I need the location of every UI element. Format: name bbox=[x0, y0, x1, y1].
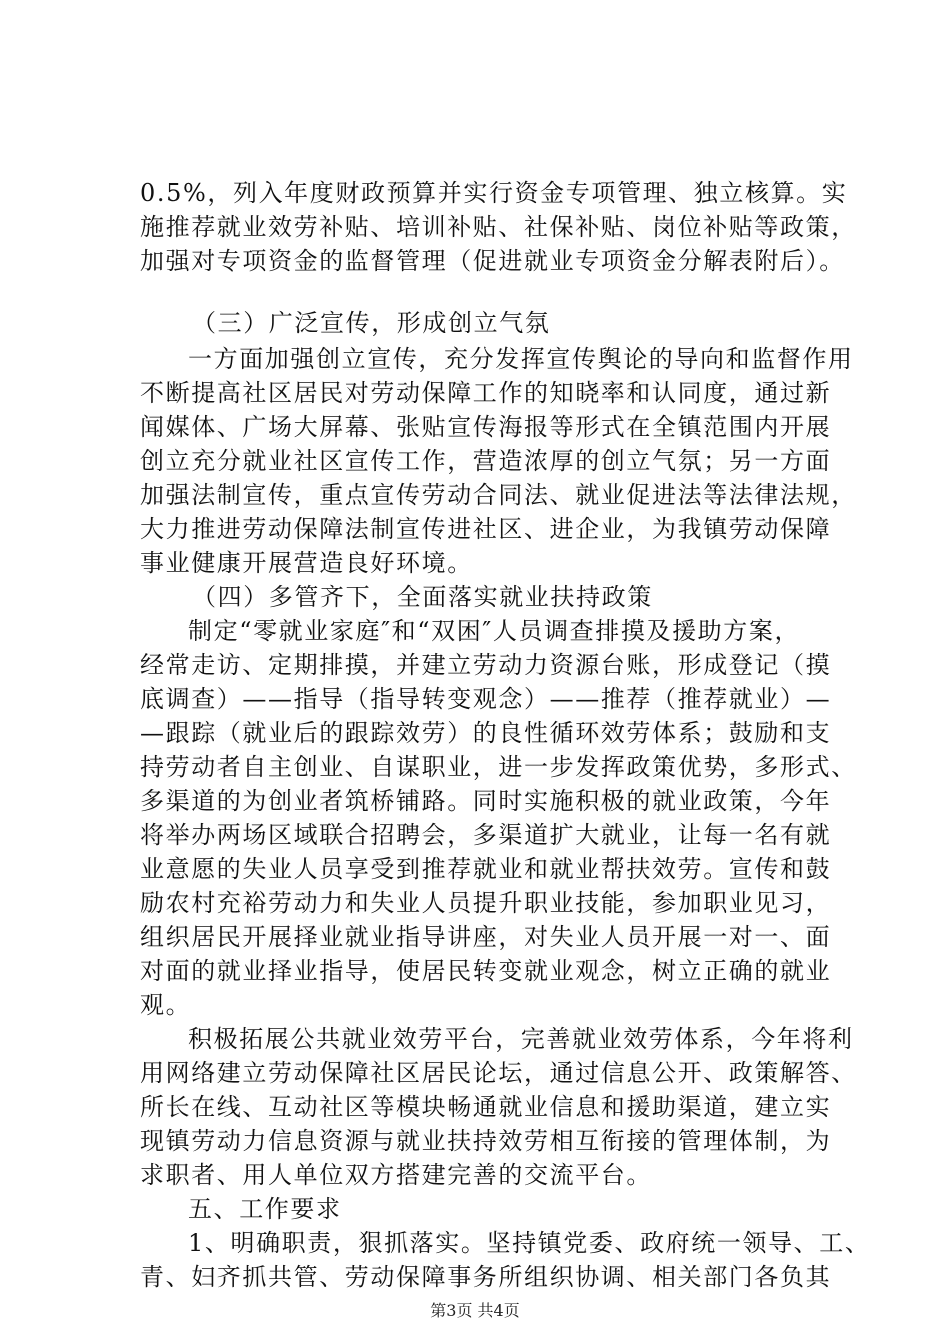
body-line: 所长在线、互动社区等模块畅通就业信息和援助渠道，建立实 bbox=[140, 1093, 832, 1121]
body-line: 加强法制宣传，重点宣传劳动合同法、就业促进法等法律法规， bbox=[140, 481, 857, 509]
body-line: 事业健康开展营造良好环境。 bbox=[140, 549, 473, 577]
body-line: 底调查）——指导（指导转变观念）——推荐（推荐就业）— bbox=[140, 685, 832, 713]
section-heading: 五、工作要求 bbox=[188, 1195, 342, 1223]
body-line: 持劳动者自主创业、自谋职业，进一步发挥政策优势，多形式、 bbox=[140, 753, 857, 781]
body-line: 组织居民开展择业就业指导讲座，对失业人员开展一对一、面 bbox=[140, 923, 832, 951]
body-line: 0.5%，列入年度财政预算并实行资金专项管理、独立核算。实 bbox=[140, 179, 848, 207]
body-line: 施推荐就业效劳补贴、培训补贴、社保补贴、岗位补贴等政策， bbox=[140, 213, 857, 241]
body-line: 不断提高社区居民对劳动保障工作的知晓率和认同度，通过新 bbox=[140, 379, 832, 407]
body-line: 一方面加强创立宣传，充分发挥宣传舆论的导向和监督作用 bbox=[188, 345, 854, 373]
body-line: —跟踪（就业后的跟踪效劳）的良性循环效劳体系；鼓励和支 bbox=[140, 719, 832, 747]
body-line: 业意愿的失业人员享受到推荐就业和就业帮扶效劳。宣传和鼓 bbox=[140, 855, 832, 883]
body-line: 求职者、用人单位双方搭建完善的交流平台。 bbox=[140, 1161, 652, 1189]
body-line: 将举办两场区域联合招聘会，多渠道扩大就业，让每一名有就 bbox=[140, 821, 832, 849]
body-line: 加强对专项资金的监督管理（促进就业专项资金分解表附后）。 bbox=[140, 247, 845, 275]
body-line: 青、妇齐抓共管、劳动保障事务所组织协调、相关部门各负其 bbox=[140, 1263, 832, 1291]
body-line: 创立充分就业社区宣传工作，营造浓厚的创立气氛；另一方面 bbox=[140, 447, 832, 475]
section-heading: （四）多管齐下，全面落实就业扶持政策 bbox=[192, 583, 653, 611]
body-line: 1、明确职责，狠抓落实。坚持镇党委、政府统一领导、工、 bbox=[188, 1229, 871, 1257]
body-line: 积极拓展公共就业效劳平台，完善就业效劳体系，今年将利 bbox=[188, 1025, 854, 1053]
body-line: 励农村充裕劳动力和失业人员提升职业技能，参加职业见习， bbox=[140, 889, 832, 917]
body-line: 大力推进劳动保障法制宣传进社区、进企业，为我镇劳动保障 bbox=[140, 515, 832, 543]
body-line: 现镇劳动力信息资源与就业扶持效劳相互衔接的管理体制，为 bbox=[140, 1127, 832, 1155]
body-line: 用网络建立劳动保障社区居民论坛，通过信息公开、政策解答、 bbox=[140, 1059, 857, 1087]
body-line: 制定“零就业家庭″和“双困″人员调查排摸及援助方案， bbox=[188, 617, 801, 645]
body-line: 多渠道的为创业者筑桥铺路。同时实施积极的就业政策，今年 bbox=[140, 787, 832, 815]
section-heading: （三）广泛宣传，形成创立气氛 bbox=[192, 309, 551, 337]
page-footer: 第3页 共4页 bbox=[430, 1301, 520, 1320]
body-line: 经常走访、定期排摸，并建立劳动力资源台账，形成登记（摸 bbox=[140, 651, 832, 679]
body-line: 闻媒体、广场大屏幕、张贴宣传海报等形式在全镇范围内开展 bbox=[140, 413, 832, 441]
body-line: 观。 bbox=[140, 991, 192, 1019]
body-line: 对面的就业择业指导，使居民转变就业观念，树立正确的就业 bbox=[140, 957, 832, 985]
